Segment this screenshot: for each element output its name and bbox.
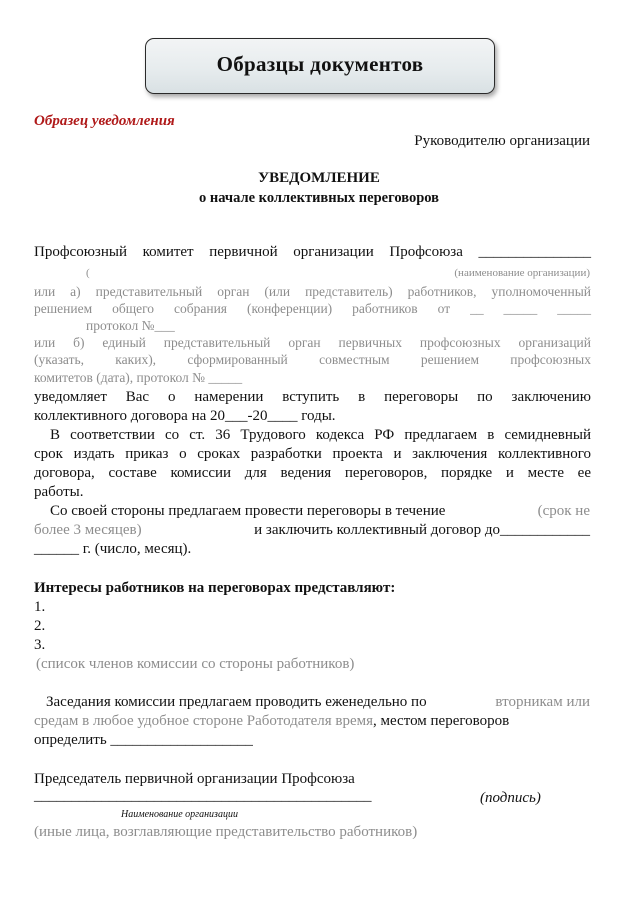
- doc-subtitle: о начале коллективных переговоров: [199, 190, 439, 206]
- body-line-6: или б) единый представительный орган первичных профсоюзных организаций: [34, 335, 591, 350]
- meetings-days-a: вторникам или: [495, 694, 590, 710]
- body-line-1: Профсоюзный комитет первичной организации Профсоюза _______________: [34, 244, 591, 260]
- body-line-14: работы.: [34, 484, 84, 500]
- body-line-10: коллективного договора на 20___-20____ годы.: [34, 408, 336, 424]
- meetings-line-2: [34, 713, 509, 730]
- body-line-9: уведомляет Вас о намерении вступить в переговоры по заключению: [34, 389, 591, 405]
- reps-note: (список членов комиссии со стороны работников): [36, 656, 355, 672]
- signature-line: _____________________________________________: [34, 788, 372, 804]
- body-line-11: В соответствии со ст. 36 Трудового кодекса РФ предлагаем в семидневный: [50, 427, 591, 443]
- meetings-line-3: определить ___________________: [34, 732, 253, 748]
- body-line-15a: Со своей стороны предлагаем провести переговоры в течение: [50, 503, 446, 519]
- doc-title: УВЕДОМЛЕНИЕ: [258, 170, 380, 186]
- body-line-13: договора, составе комиссии для ведения переговоров, порядке и месте ее: [34, 465, 591, 481]
- meetings-days-b: средам в любое удобное стороне Работодателя время: [34, 713, 374, 729]
- body-line-3: или а) представительный орган (или представитель) работников, уполномоченный: [34, 284, 591, 299]
- header-banner: [145, 38, 495, 94]
- reps-item-3: 3.: [34, 637, 46, 653]
- banner-title: Образцы документов: [216, 52, 424, 76]
- reps-item-1: 1.: [34, 599, 46, 615]
- paren-open: (: [86, 267, 90, 279]
- body-line-16b: и заключить коллективный договор до____________: [254, 522, 590, 538]
- reps-item-2: 2.: [34, 618, 46, 634]
- body-line-12: срок издать приказ о сроках разработки проекта и заключения коллективного: [34, 446, 591, 462]
- term-note-a: (срок не: [537, 503, 590, 519]
- reps-heading: Интересы работников на переговорах представляют:: [34, 580, 396, 596]
- body-line-7: (указать, каких), сформированный совместным решением профсоюзных: [34, 352, 591, 367]
- body-line-17: ______ г. (число, месяц).: [34, 541, 192, 557]
- body-line-5: протокол №___: [86, 318, 175, 333]
- addressee: Руководителю организации: [414, 133, 590, 149]
- body-line-8: комитетов (дата), протокол № _____: [34, 370, 243, 385]
- meetings-place: , местом переговоров: [373, 713, 510, 729]
- term-note-b: более 3 месяцев): [34, 522, 142, 538]
- sign-label: (подпись): [480, 790, 541, 806]
- meetings-line-1a: Заседания комиссии предлагаем проводить еженедельно по: [46, 694, 427, 710]
- chair-label: Председатель первичной организации Профсоюза: [34, 771, 355, 787]
- org-caption: Наименование организации: [121, 809, 238, 820]
- others-note: (иные лица, возглавляющие представительство работников): [34, 824, 418, 840]
- org-name-caption: (наименование организации): [454, 267, 590, 279]
- body-line-4: решением общего собрания (конференции) работников от __ _____ _____: [34, 301, 591, 316]
- sample-label: Образец уведомления: [34, 113, 175, 129]
